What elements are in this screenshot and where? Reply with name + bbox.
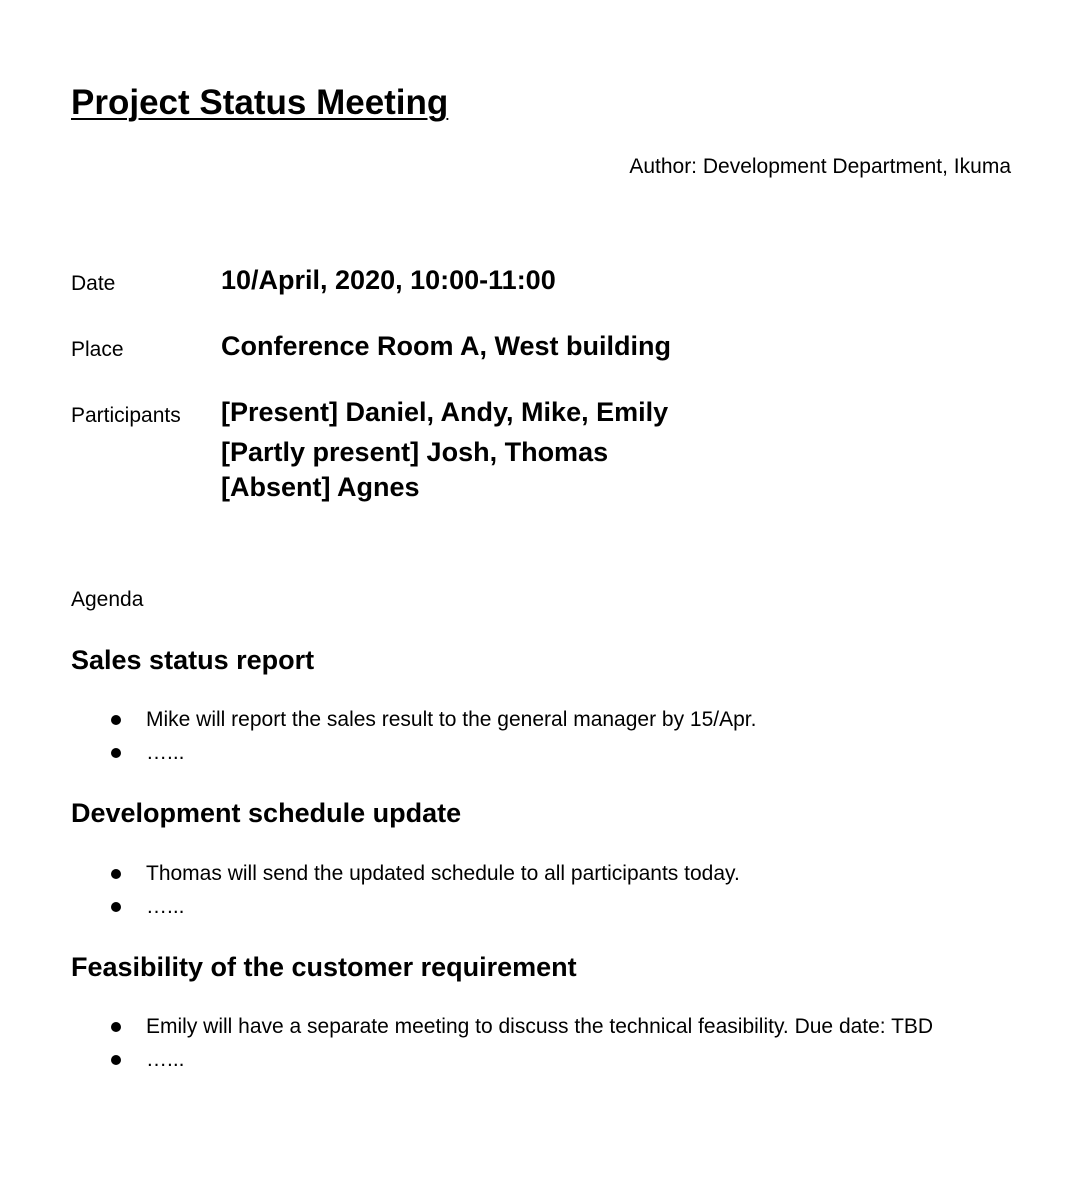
bullet-text: …... — [146, 895, 185, 918]
document-title: Project Status Meeting — [71, 83, 449, 122]
place-value: Conference Room A, West building — [221, 331, 672, 361]
date-label: Date — [71, 272, 116, 295]
bullet-dot-icon — [111, 715, 121, 725]
development-schedule-bullets — [71, 861, 1021, 927]
place-label: Place — [71, 338, 124, 361]
participants-label: Participants — [71, 404, 181, 427]
bullet-text: …... — [146, 1048, 185, 1071]
list-item — [71, 707, 1021, 740]
section-heading-feasibility: Feasibility of the customer requirement — [71, 952, 577, 982]
participants-present: [Present] Daniel, Andy, Mike, Emily — [221, 397, 669, 427]
bullet-text: Mike will report the sales result to the general manager by 15/Apr. — [146, 708, 757, 731]
section-heading-development-schedule: Development schedule update — [71, 798, 462, 828]
sales-status-bullets — [71, 707, 1021, 773]
list-item — [71, 740, 1021, 773]
list-item — [71, 1014, 1021, 1047]
participants-absent: [Absent] Agnes — [221, 472, 420, 502]
bullet-dot-icon — [111, 748, 121, 758]
bullet-text: …... — [146, 741, 185, 764]
bullet-dot-icon — [111, 1022, 121, 1032]
list-item — [71, 894, 1021, 927]
bullet-text: Emily will have a separate meeting to discuss the technical feasibility. Due date: TBD — [146, 1015, 934, 1038]
bullet-text: Thomas will send the updated schedule to all participants today. — [146, 862, 740, 885]
bullet-dot-icon — [111, 902, 121, 912]
list-item — [71, 1047, 1021, 1080]
list-item — [71, 861, 1021, 894]
author-line: Author: Development Department, Ikuma — [629, 155, 1011, 178]
participants-partly-present: [Partly present] Josh, Thomas — [221, 437, 609, 467]
bullet-dot-icon — [111, 869, 121, 879]
feasibility-bullets — [71, 1014, 1021, 1080]
date-value: 10/April, 2020, 10:00-11:00 — [221, 265, 556, 295]
agenda-label: Agenda — [71, 588, 144, 611]
bullet-dot-icon — [111, 1055, 121, 1065]
section-heading-sales-status: Sales status report — [71, 645, 315, 675]
